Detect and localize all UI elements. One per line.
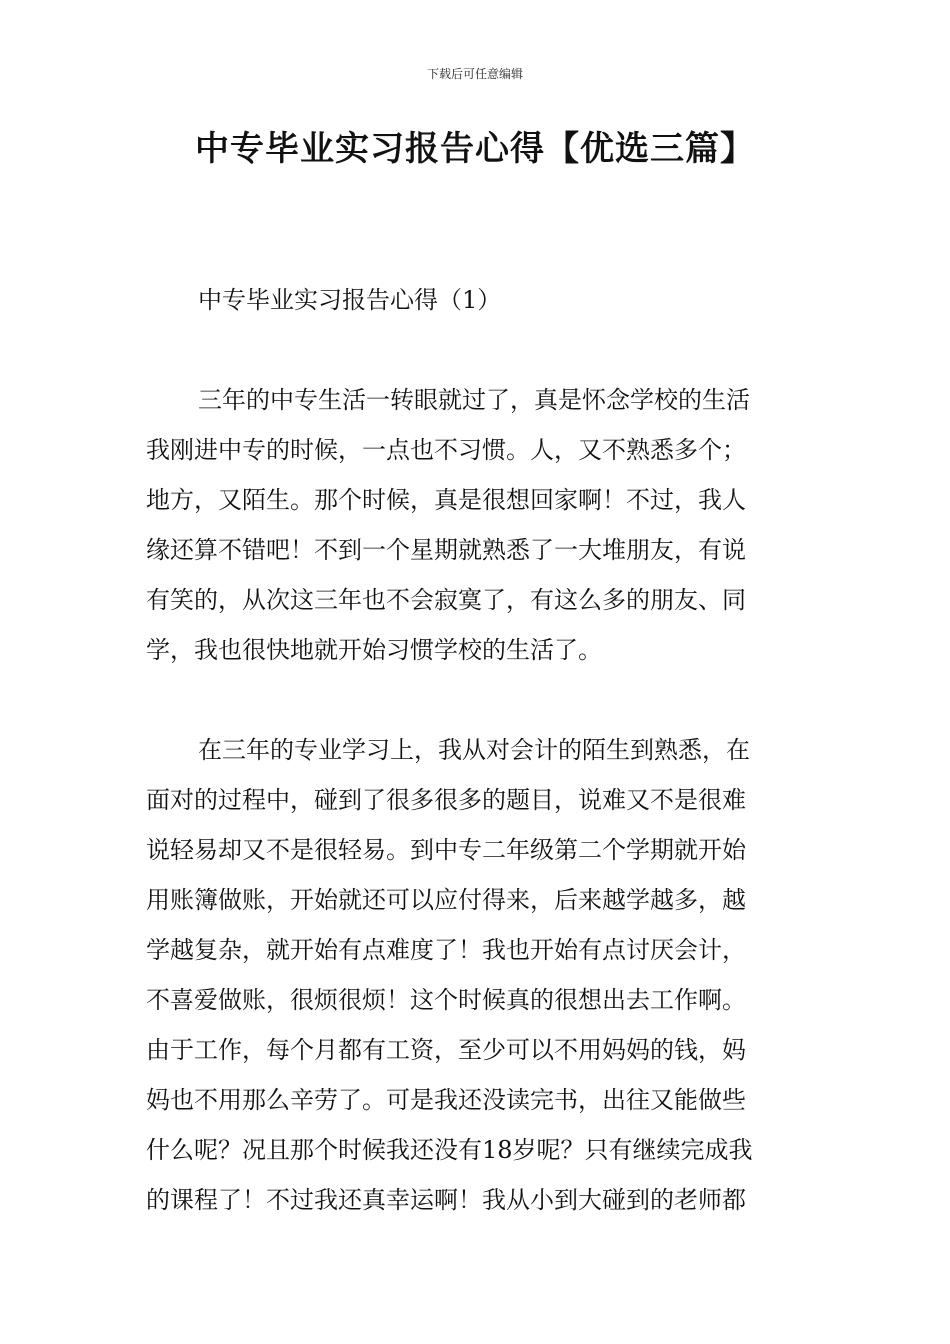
paragraph-line: 三年的中专生活一转眼就过了，真是怀念学校的生活 [198,386,750,414]
paragraph-line: 不喜爱做账，很烦很烦！这个时候真的很想出去工作啊。 [146,986,746,1014]
paragraph-line: 面对的过程中，碰到了很多很多的题目，说难又不是很难 [146,786,746,814]
paragraph-line: 我刚进中专的时候，一点也不习惯。人，又不熟悉多个； [146,436,746,464]
paragraph-2 [146,725,806,1225]
paragraph-line: 在三年的专业学习上，我从对会计的陌生到熟悉，在 [198,736,750,764]
paragraph-line: 的课程了！不过我还真幸运啊！我从小到大碰到的老师都 [146,1186,746,1214]
paragraph-line: 说轻易却又不是很轻易。到中专二年级第二个学期就开始 [146,836,746,864]
document-body [146,275,806,1275]
paragraph-line: 什么呢？况且那个时候我还没有18岁呢？只有继续完成我 [146,1136,753,1164]
paragraph-line: 地方，又陌生。那个时候，真是很想回家啊！不过，我人 [146,486,746,514]
document-title: 中专毕业实习报告心得【优选三篇】 [195,129,755,169]
paragraph-line: 缘还算不错吧！不到一个星期就熟悉了一大堆朋友，有说 [146,536,746,564]
paragraph-line: 有笑的，从次这三年也不会寂寞了，有这么多的朋友、同 [146,586,746,614]
paragraph-line: 学，我也很快地就开始习惯学校的生活了。 [146,636,602,664]
paragraph-line: 由于工作，每个月都有工资，至少可以不用妈妈的钱，妈 [146,1036,746,1064]
section-heading: 中专毕业实习报告心得（1） [198,286,502,314]
paragraph-line: 妈也不用那么辛劳了。可是我还没读完书，出往又能做些 [146,1086,746,1114]
paragraph-line: 学越复杂，就开始有点难度了！我也开始有点讨厌会计， [146,936,746,964]
paragraph-1 [146,375,806,675]
header-note: 下载后可任意编辑 [426,67,523,81]
paragraph-line: 用账簿做账，开始就还可以应付得来，后来越学越多，越 [146,886,746,914]
